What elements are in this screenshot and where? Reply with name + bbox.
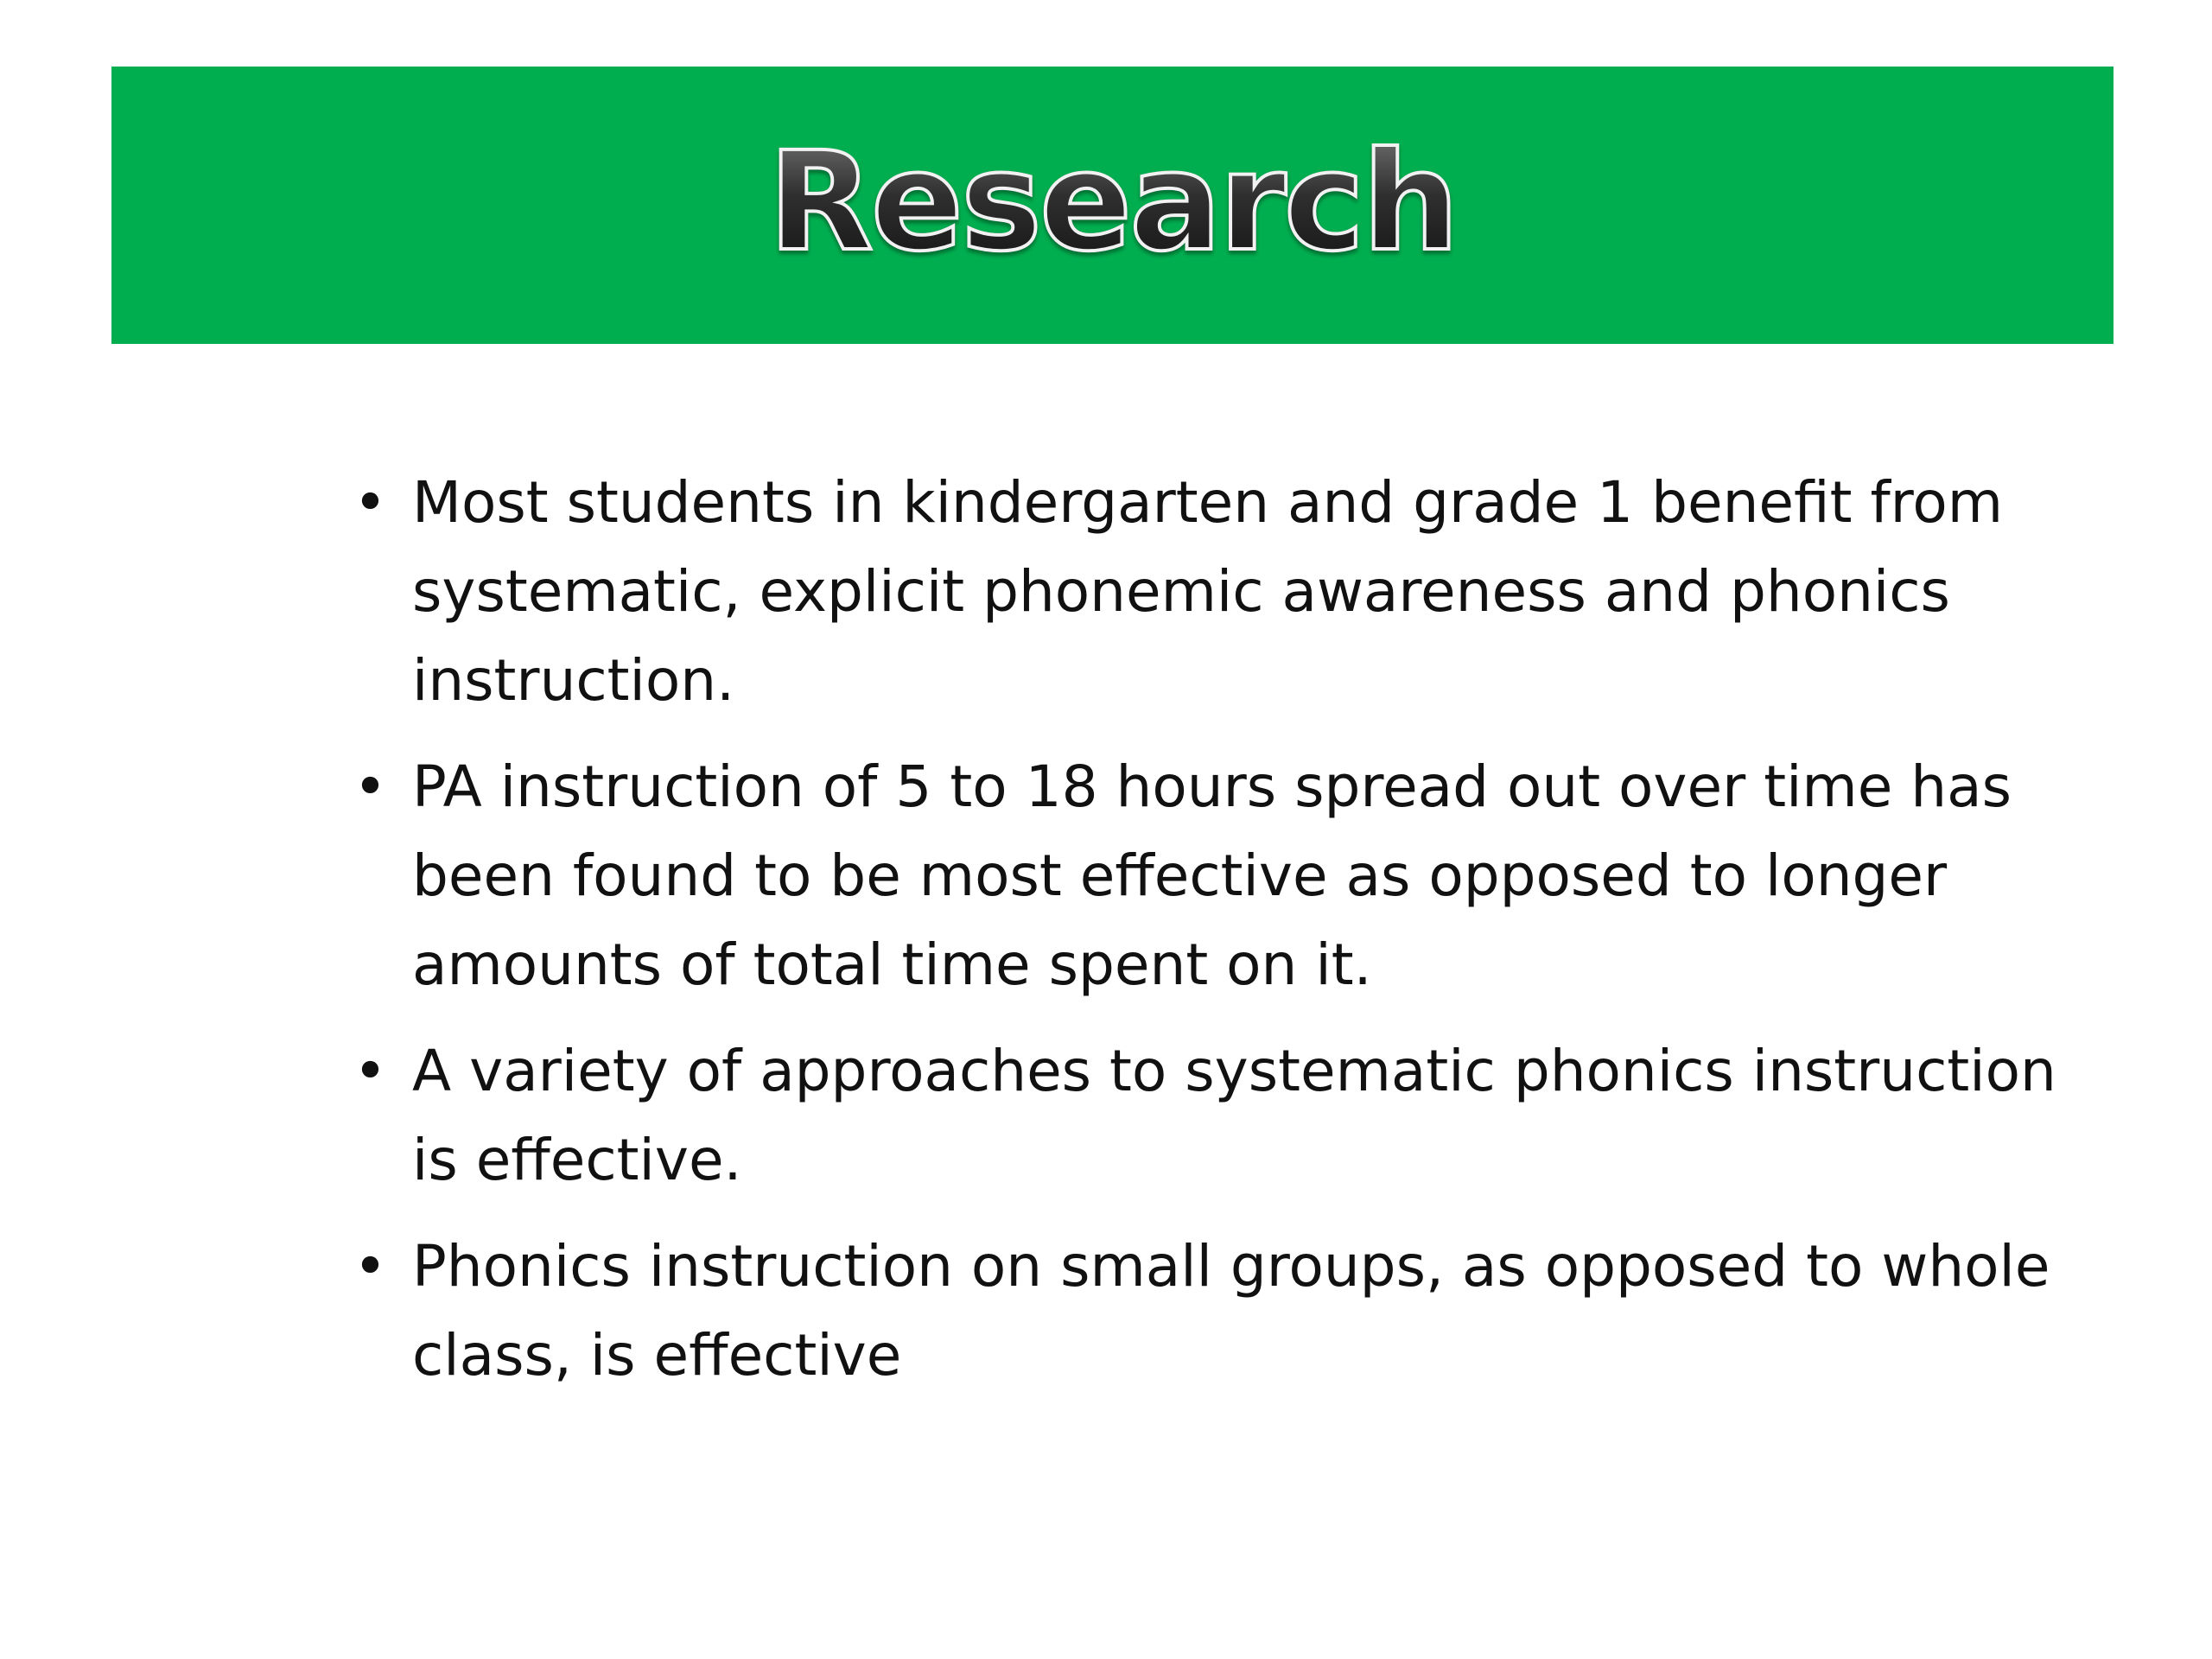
bullet-text: A variety of approaches to systematic phonics instruction is effective.	[412, 1038, 2056, 1193]
bullet-item	[350, 742, 2113, 1009]
slide-title: Research	[768, 122, 1457, 282]
bullet-item	[350, 458, 2113, 725]
bullet-icon: •	[353, 753, 387, 820]
bullet-icon: •	[353, 469, 387, 536]
bullet-text: Phonics instruction on small groups, as opposed to whole class, is effective	[412, 1233, 2050, 1389]
title-banner	[111, 67, 2113, 344]
bullet-text: PA instruction of 5 to 18 hours spread out over time has been found to be most effective as opposed to longer amounts of total time spent on it.	[412, 753, 2012, 998]
bullet-text: Most students in kindergarten and grade 1 benefit from systematic, explicit phonemic awareness and phonics instruction.	[412, 469, 2004, 714]
bullet-icon: •	[353, 1038, 387, 1104]
bullet-list	[350, 458, 2113, 1417]
bullet-item	[350, 1222, 2113, 1400]
bullet-icon: •	[353, 1233, 387, 1300]
bullet-item	[350, 1027, 2113, 1205]
